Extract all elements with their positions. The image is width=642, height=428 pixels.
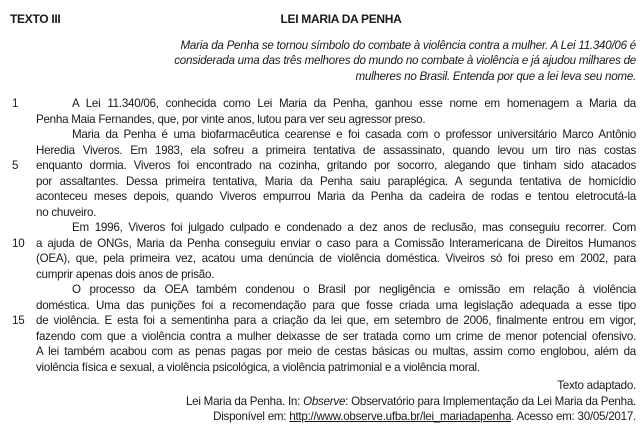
line-text: doméstica. Uma das punições foi a recomendação para que fosse criada uma legislação adequada a esse tipo xyxy=(36,298,636,312)
line-text: (OEA), que, pela primeira vez, acatou uma denúncia de violência doméstica. Viveiros só foi preso em 2002, para xyxy=(36,252,636,265)
text-line xyxy=(12,96,636,112)
text-line xyxy=(36,205,636,221)
text-line xyxy=(36,251,636,267)
line-text: cumprir apenas dois anos de prisão. xyxy=(36,267,215,281)
intro-line: considerada uma das três melhores do mundo no combate à violência e já ajudou milhares de xyxy=(174,54,636,68)
reference-line xyxy=(186,394,636,410)
access-date: . Acesso em: 30/05/2017. xyxy=(511,410,636,423)
reference-suffix: : Observatório para Implementação da Lei Maria da Penha. xyxy=(345,394,636,408)
line-text: no chuveiro. xyxy=(36,205,97,219)
text-line xyxy=(36,112,636,128)
line-text: Heredia Viveros. Em 1983, ela sofreu a primeira tentativa de assassinato, quando levou um tiro nas costas xyxy=(36,143,636,157)
line-number: 1 xyxy=(12,97,19,110)
line-number: 5 xyxy=(12,159,19,172)
availability-line xyxy=(186,409,636,425)
text-line xyxy=(36,329,636,345)
source-citation xyxy=(186,378,636,425)
line-text: de violência. E esta foi a sementinha para a criação da lei que, em setembro de 2006, finalmente entrou em vigor, xyxy=(36,314,636,327)
text-label: TEXTO III xyxy=(10,12,61,26)
line-text: Em 1996, Viveros foi julgado culpado e condenado a dez anos de reclusão, mas conseguiu recorrer. Com xyxy=(72,221,636,234)
text-line xyxy=(12,158,636,174)
text-line xyxy=(36,189,636,205)
line-text: Penha Maia Fernandes, que, por vinte anos, lutou para ver seu agressor preso. xyxy=(36,112,426,126)
line-text: A lei também acabou com as penas pagas por meio de cestas básicas ou multas, assim como englobou, além da xyxy=(36,345,636,358)
line-text: a ajuda de ONGs, Maria da Penha conseguiu enviar o caso para a Comissão Interamericana de Direitos Humanos xyxy=(36,236,636,250)
text-line xyxy=(36,298,636,314)
text-line xyxy=(36,143,636,159)
text-line xyxy=(36,174,636,190)
page-title: LEI MARIA DA PENHA xyxy=(280,12,402,26)
article-body xyxy=(12,96,636,375)
line-text: A Lei 11.340/06, conhecida como Lei Maria da Penha, ganhou esse nome em homenagem a Maria da xyxy=(72,97,636,110)
available-prefix: Disponível em: xyxy=(213,410,290,423)
line-text: Maria da Penha é uma biofarmacêutica cearense e foi casada com o professor universitário Marco Antônio xyxy=(72,128,636,141)
adapted-note: Texto adaptado. xyxy=(557,379,636,392)
text-line xyxy=(36,127,636,143)
line-text: O processo da OEA também condenou o Brasil por negligência e omissão em relação à violência xyxy=(72,283,636,296)
source-link[interactable]: http://www.observe.ufba.br/lei_mariadapenha xyxy=(289,410,512,423)
reference-italic: Observe xyxy=(303,394,346,408)
text-line xyxy=(36,282,636,298)
text-line xyxy=(12,313,636,329)
line-text: fazendo com que a violência contra a mulher deixasse de ser tratada como um crime de menor potencial ofensivo. xyxy=(36,329,636,343)
text-line xyxy=(36,220,636,236)
text-line xyxy=(36,267,636,283)
line-text: aconteceu meses depois, quando Viveros empurrou Maria da Penha da cadeira de rodas e tentou eletrocutá-la xyxy=(36,190,636,203)
line-text: por assaltantes. Dessa primeira tentativa, Maria da Penha saiu paraplégica. A segunda tentativa de homicídio xyxy=(36,174,636,188)
intro-epigraph xyxy=(136,38,636,84)
text-line xyxy=(36,360,636,376)
line-number: 15 xyxy=(12,314,25,327)
intro-line: Maria da Penha se tornou símbolo do combate à violência contra a mulher. A Lei 11.340/06 é xyxy=(180,39,636,52)
text-line xyxy=(12,236,636,252)
intro-line: mulheres no Brasil. Entenda por que a lei leva seu nome. xyxy=(355,69,636,83)
reference-prefix: Lei Maria da Penha. In: xyxy=(185,394,304,408)
line-text: violência física e sexual, a violência psicológica, a violência patrimonial e a violência moral. xyxy=(36,360,480,374)
text-line xyxy=(36,344,636,360)
line-text: enquanto dormia. Viveros foi encontrado na cozinha, gritando por socorro, alegando que tinham sido atacados xyxy=(36,159,636,172)
line-number: 10 xyxy=(12,236,25,250)
